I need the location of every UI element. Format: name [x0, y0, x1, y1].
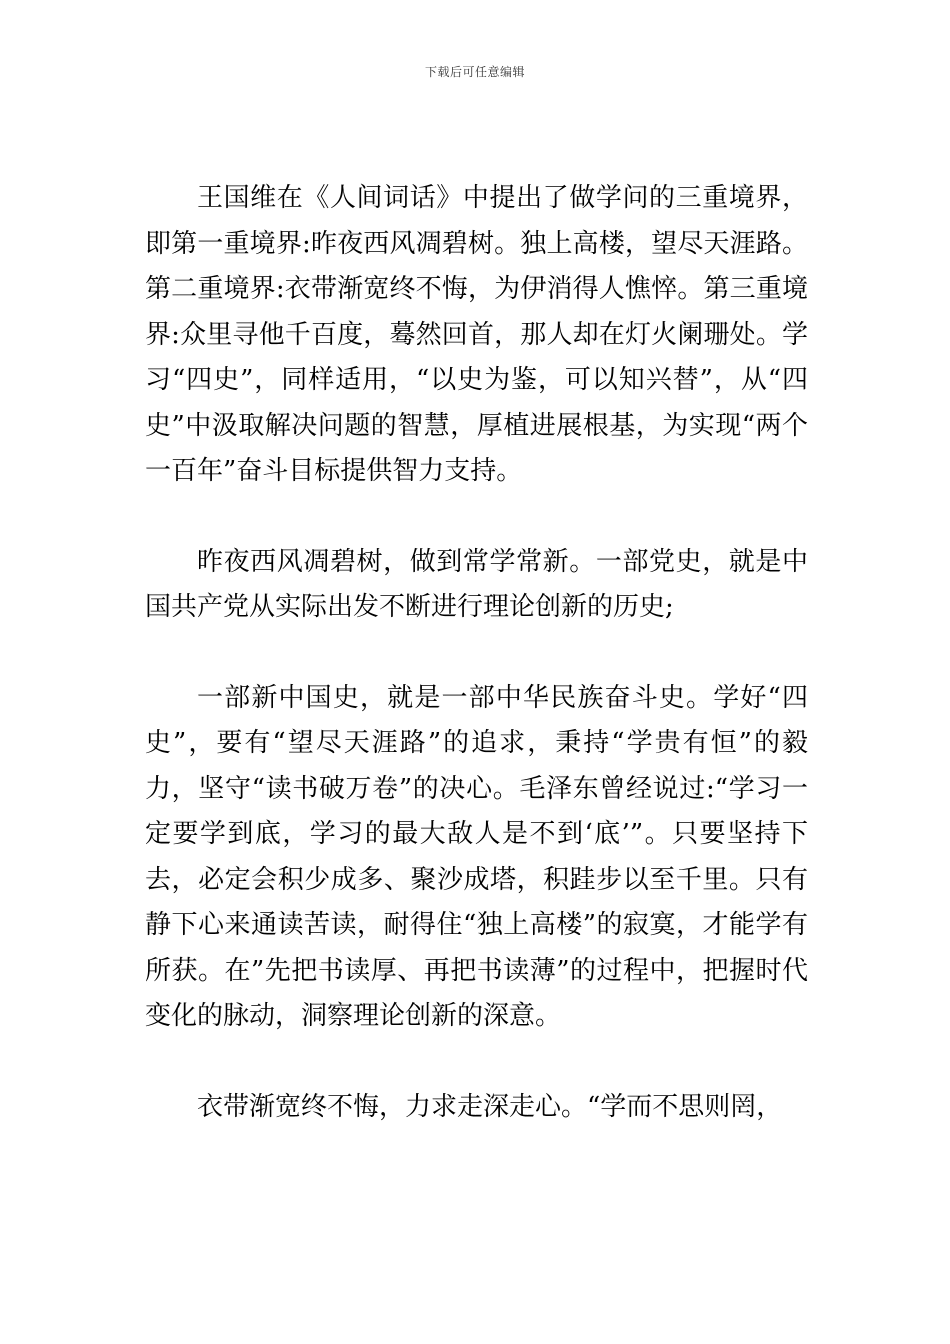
paragraph-2: 昨夜西风凋碧树，做到常学常新。一部党史，就是中国共产党从实际出发不断进行理论创新的历史; [145, 546, 808, 622]
page-header-note: 下载后可任意编辑 [424, 65, 525, 79]
paragraph-3: 一部新中国史，就是一部中华民族奋斗史。学好“四史”，要有“望尽天涯路”的追求，秉持“学贵有恒”的毅力，坚守“读书破万卷”的决心。毛泽东曾经说过:“学习一定要学到底，学习的最大敌人是不到‘底’”。只要坚持下去，必定会积少成多、聚沙成塔，积跬步以至千里。只有静下心来通读苦读，耐得住“独上高楼”的寂寞，才能学有所获。在”先把书读厚、再把书读薄”的过程中，把握时代变化的脉动，洞察理论创新的深意。 [145, 682, 808, 1031]
document-body [145, 176, 808, 1130]
paragraph-4: 衣带渐宽终不悔，力求走深走心。“学而不思则罔， [197, 1091, 783, 1122]
paragraph-1: 王国维在《人间词话》中提出了做学问的三重境界，即第一重境界:昨夜西风凋碧树。独上高楼，望尽天涯路。第二重境界:衣带渐宽终不悔，为伊消得人憔悴。第三重境界:众里寻他千百度，蓦然回首，那人却在灯火阑珊处。学习“四史”，同样适用，“以史为鉴，可以知兴替”，从“四史”中汲取解决问题的智慧，厚植进展根基，为实现“两个一百年”奋斗目标提供智力支持。 [145, 183, 808, 486]
